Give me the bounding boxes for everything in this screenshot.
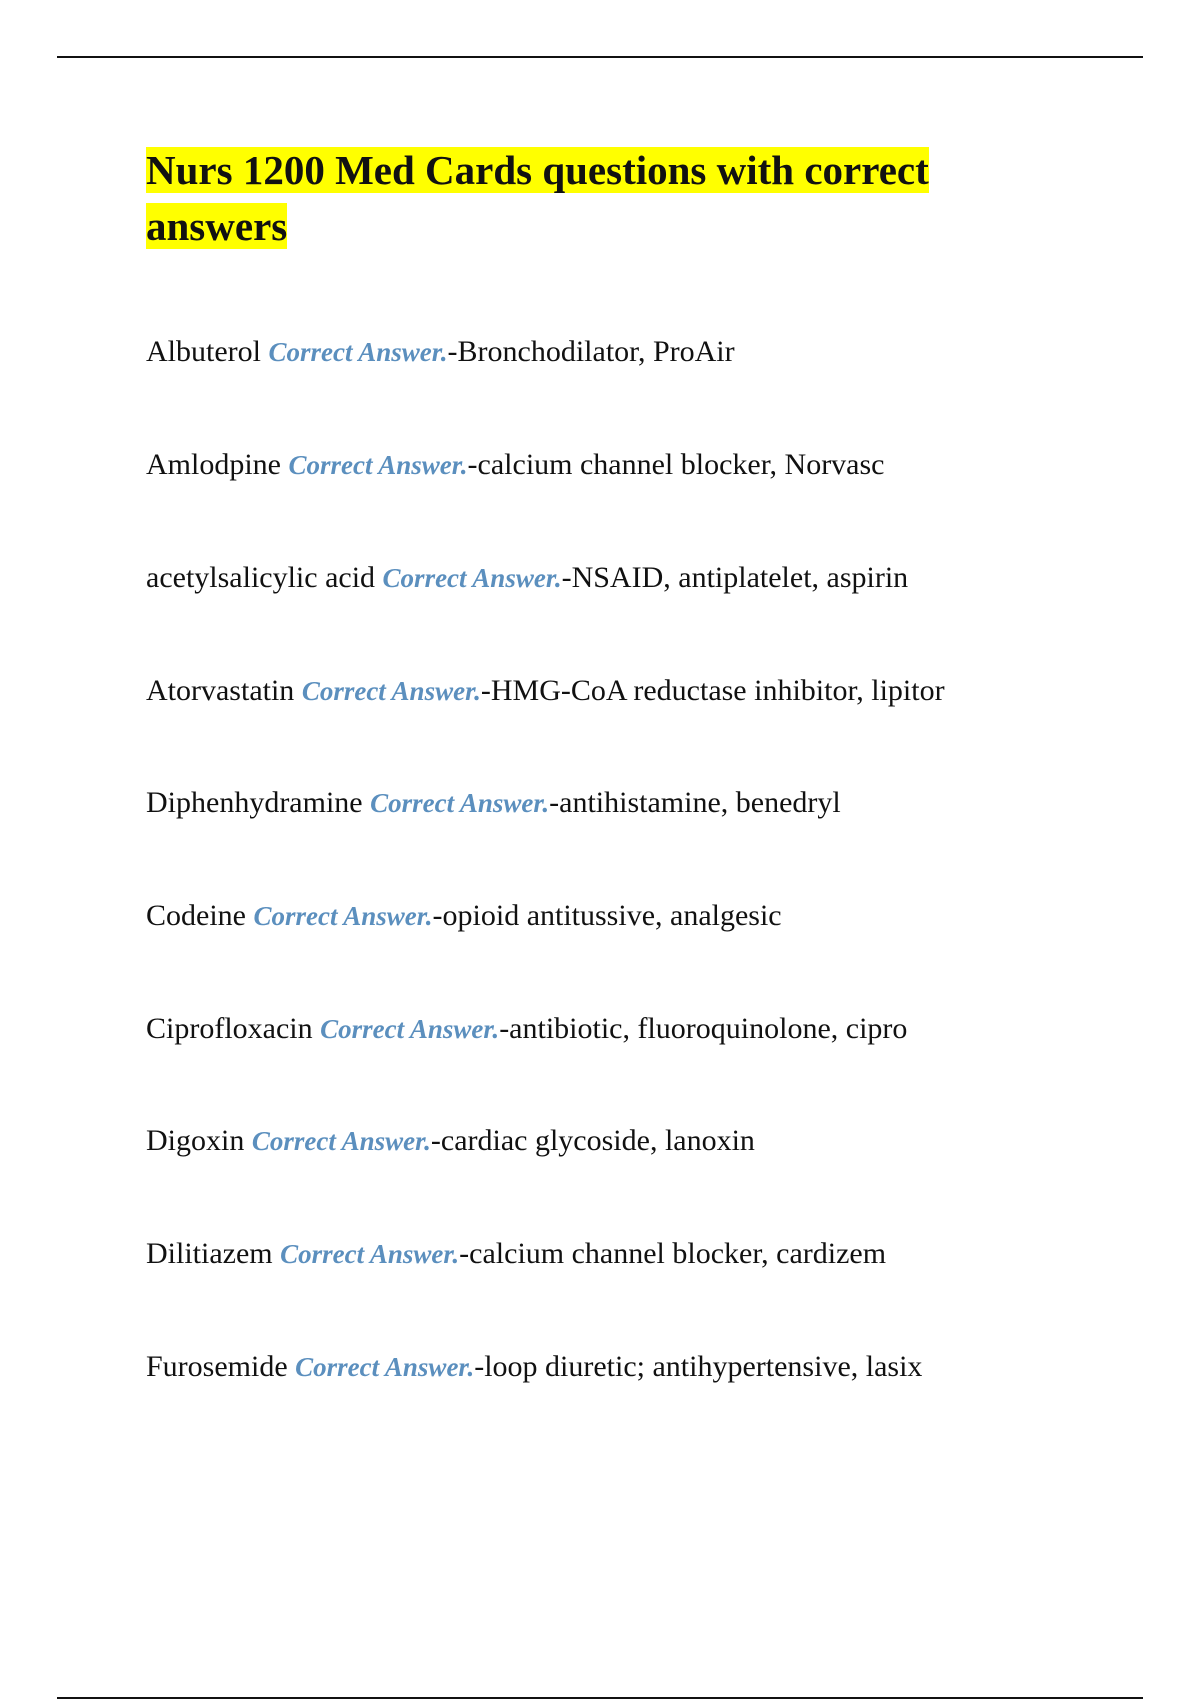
qa-separator: Correct Answer. — [288, 450, 468, 480]
qa-item-codeine — [146, 898, 782, 934]
qa-item-diphenhydramine — [146, 785, 841, 821]
qa-separator: Correct Answer. — [320, 1014, 500, 1044]
qa-item-ciprofloxacin — [146, 1011, 907, 1047]
qa-question: Dilitiazem — [146, 1237, 273, 1270]
qa-answer: -calcium channel blocker, cardizem — [459, 1237, 887, 1270]
qa-item-dilitiazem — [146, 1236, 886, 1272]
qa-question: Ciprofloxacin — [146, 1012, 313, 1045]
qa-item-furosemide — [146, 1349, 922, 1385]
qa-item-atorvastatin — [146, 673, 945, 709]
qa-answer: -calcium channel blocker, Norvasc — [467, 448, 885, 481]
qa-separator: Correct Answer. — [370, 788, 550, 818]
qa-item-amlodpine — [146, 447, 885, 483]
qa-answer: -cardiac glycoside, lanoxin — [430, 1124, 755, 1157]
qa-question: Digoxin — [146, 1124, 245, 1157]
qa-question: Furosemide — [146, 1350, 288, 1383]
qa-question: Codeine — [146, 899, 246, 932]
qa-separator: Correct Answer. — [295, 1352, 475, 1382]
qa-question: Atorvastatin — [146, 674, 295, 707]
qa-answer: -antibiotic, fluoroquinolone, cipro — [499, 1012, 908, 1045]
qa-question: acetylsalicylic acid — [146, 561, 376, 594]
qa-answer: -Bronchodilator, ProAir — [447, 335, 735, 368]
qa-answer: -NSAID, antiplatelet, aspirin — [561, 561, 909, 594]
footer-rule — [57, 1697, 1143, 1699]
qa-separator: Correct Answer. — [382, 563, 562, 593]
qa-separator: Correct Answer. — [268, 337, 448, 367]
qa-item-albuterol — [146, 334, 735, 370]
qa-item-digoxin — [146, 1123, 755, 1159]
qa-question: Albuterol — [146, 335, 261, 368]
qa-separator: Correct Answer. — [253, 901, 433, 931]
qa-item-acetylsalicylic-acid — [146, 560, 908, 596]
document-title-text: Nurs 1200 Med Cards questions with correct answers — [146, 147, 929, 249]
qa-answer: -opioid antitussive, analgesic — [432, 899, 782, 932]
qa-answer: -loop diuretic; antihypertensive, lasix — [474, 1350, 923, 1383]
document-title — [146, 142, 1046, 254]
qa-separator: Correct Answer. — [301, 676, 481, 706]
qa-answer: -HMG-CoA reductase inhibitor, lipitor — [480, 674, 945, 707]
qa-separator: Correct Answer. — [251, 1126, 431, 1156]
qa-question: Diphenhydramine — [146, 786, 363, 819]
qa-question: Amlodpine — [146, 448, 281, 481]
header-rule — [57, 56, 1143, 58]
qa-answer: -antihistamine, benedryl — [549, 786, 841, 819]
qa-separator: Correct Answer. — [280, 1239, 460, 1269]
